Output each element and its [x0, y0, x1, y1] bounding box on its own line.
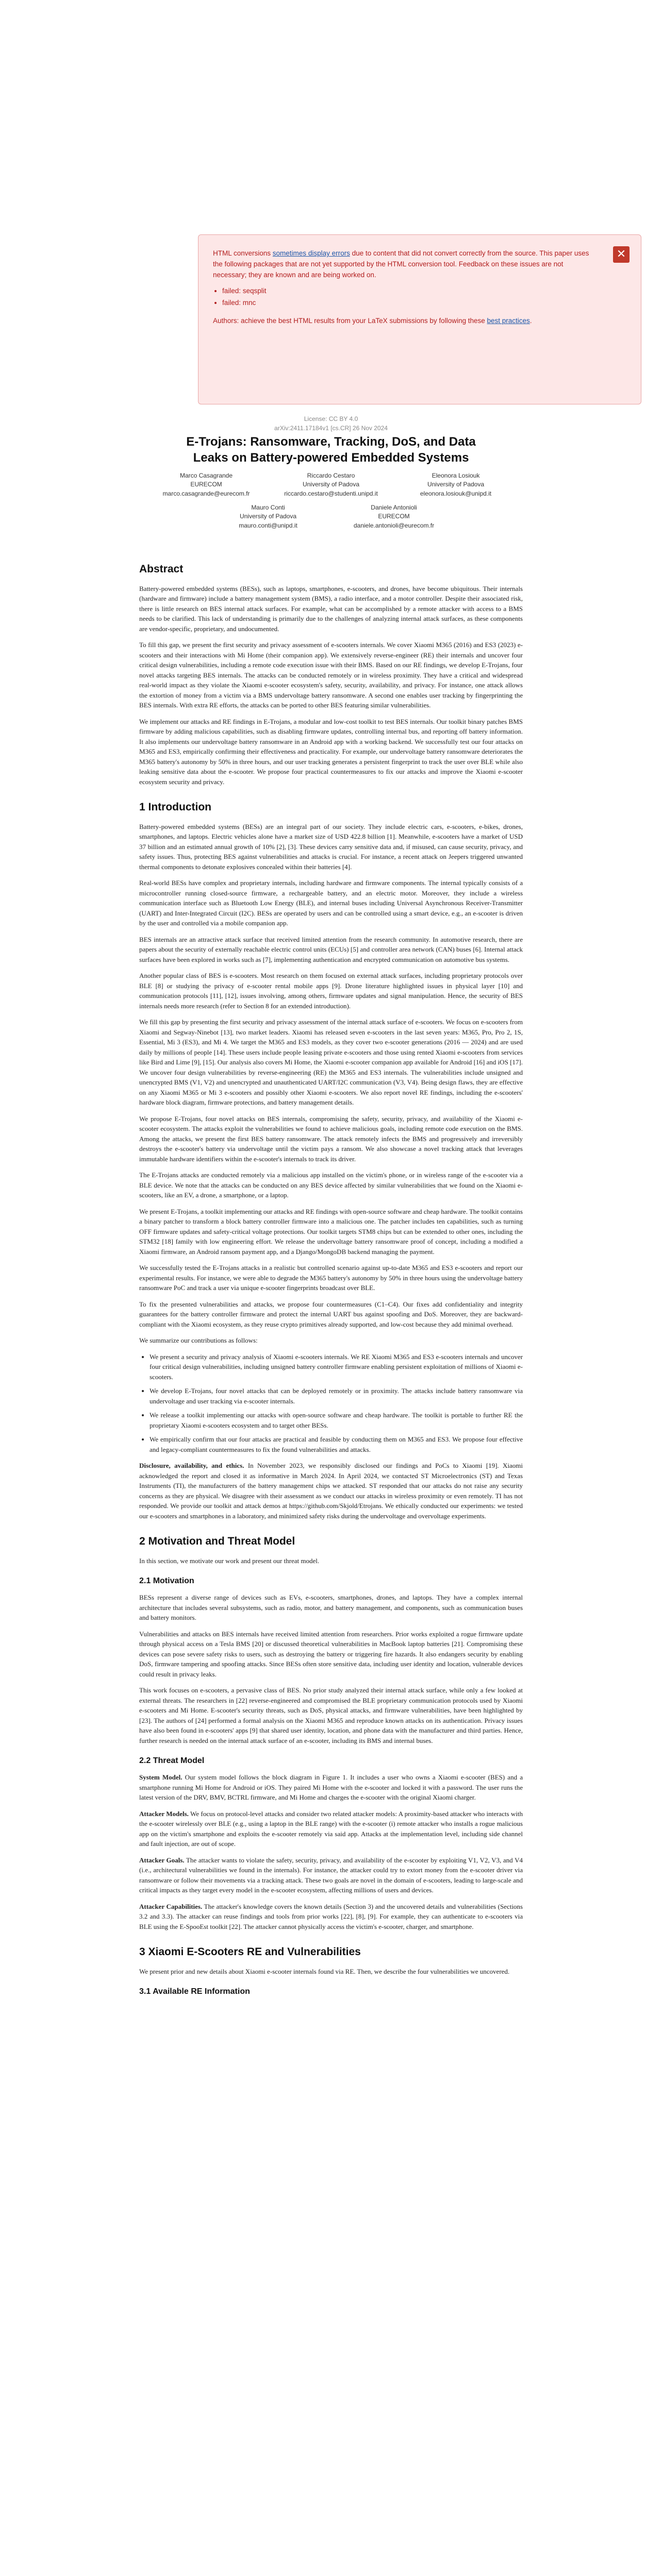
best-practices-link[interactable]: best practices — [487, 316, 530, 325]
disclosure-paragraph: Disclosure, availability, and ethics. In November 2023, we responsibly disclosed our findings and PoCs to Xiaomi [19]. Xiaomi acknowledged the report and closed it as informative in March 2024. In April 2024, we contacted ST Microelectronics (ST) and Texas Instruments (TI), the manufacturers of the battery management chips we attacked. ST responded that our attacks do not raise any security concerns as they are physical. We disagree with their assessment as we conduct our attacks in wireless proximity or even remotely. TI has not responded. We provide our toolkit and attack demos at https://github.com/Skjold/Etrojans. We ethically conducted our experiments: we tested our e-scooters and smartphones in a laboratory, and minimized safety risks during the undervoltage and overvoltage experiments. — [139, 1462, 523, 1520]
notice-text: HTML conversions sometimes display errors due to content that did not convert correctly from the source. This paper uses the following packages that are not yet supported by the HTML conversion tool. Feedback on these issues are not necessary; they are known and are being worked on. — [213, 249, 589, 279]
subsection-heading-available-re: 3.1 Available RE Information — [139, 1987, 250, 1996]
section-heading-xiaomi-re: 3 Xiaomi E-Scooters RE and Vulnerabilities — [139, 1946, 361, 1958]
paper-title: E-Trojans: Ransomware, Tracking, DoS, and Data Leaks on Battery-powered Embedded Systems — [186, 435, 476, 465]
intro-paragraph: Battery-powered embedded systems (BESs) are an integral part of our society. They include electric cars, e-scooters, e-bikes, drones, smartphones, and laptops. Electric vehicles alone have a market size of USD 422.8 billion [1]. Meanwhile, e-scooters have a market of USD 37 billion and an estimated annual growth of 10% [2], [3]. These devices carry sensitive data and, if misused, can cause security, privacy, and safety issues. Thus, protecting BES against vulnerabilities and attacks is crucial. For instance, a recent attack on Jeepers triggered unwanted thermal components to detonate explosives concealed within their batteries [4]. — [139, 822, 523, 871]
paper-body — [139, 549, 523, 2003]
unsupported-packages-list — [222, 286, 594, 309]
section-intro: We present prior and new details about Xiaomi e-scooter internals found via RE. Then, we describe the four vulnerabilities we uncovered. — [139, 1967, 510, 1975]
display-errors-link[interactable]: sometimes display errors — [272, 249, 350, 257]
abstract-paragraph: Battery-powered embedded systems (BESs), such as laptops, smartphones, e-scooters, and drones, have become ubiquitous. Their internals (hardware and firmware) include a battery management system (BMS), a radio interface, and a motor controller. Despite their associated risk, there is little research on BES internal attack surfaces. For example, what can be accomplished by a remote attacker with access to a BMS needs to be clarified. This lack of understanding is primarily due to the challenges of analyzing internal attack surfaces, as these components are vendor-specific, proprietary, and undocumented. — [139, 584, 523, 633]
section-heading-motivation: 2 Motivation and Threat Model — [139, 1535, 295, 1547]
intro-paragraph: We successfully tested the E-Trojans attacks in a realistic but controlled scenario against up-to-date M365 and ES3 e-scooters and report our experimental results. For instance, we were able to degrade the M365 battery's autonomy by 50% in three hours using the undervoltage battery ransomware PoC and track a user via unique e-scooter fingerprints broadcast over BLE. — [139, 1264, 523, 1292]
intro-paragraph: Real-world BESs have complex and proprietary internals, including hardware and firmware components. The internal typically consists of a microcontroller running closed-source firmware, a rechargeable battery, and an electric motor. Moreover, they include a wireless communication interface such as Bluetooth Low Energy (BLE), and internal buses including Universal Asynchronous Receiver-Transmitter (UART) and Inter-Integrated Circuit (I2C). BESs are operated by users and can be controlled using a smart device, e.g., an e-scooter is driven by the user and controlled via a mobile companion app. — [139, 879, 523, 927]
intro-paragraph: We propose E-Trojans, four novel attacks on BES internals, compromising the safety, security, privacy, and availability of the Xiaomi e-scooter ecosystem. The attacks exploit the vulnerabilities we found to achieve malicious goals, including remote code execution on the BMS. Among the attacks, we present the first BES battery ransomware. The attack remotely infects the BMS and progressively and irreversibly destroys the e-scooter's battery via undervoltage until the victim pays a ransom. We also showcase a novel tracking attack that leverages immutable hardware identifiers within the e-scooter's internals to track its driver. — [139, 1114, 523, 1163]
intro-paragraph: The E-Trojans attacks are conducted remotely via a malicious app installed on the victim's phone, or in wireless range of the e-scooter via a BLE device. We note that the attacks can be conducted on any BES device affected by similar vulnerabilities that we found on the Xiaomi e-scooters, like an EV, a drone, a smartphone, or a laptop. — [139, 1171, 523, 1199]
author-casagrande: Marco Casagrande EURECOM marco.casagrande@eurecom.fr — [162, 472, 250, 497]
contributions-list — [150, 1352, 523, 1455]
threat-paragraph: Attacker Models. We focus on protocol-level attacks and consider two related attacker models: A proximity-based attacker who interacts with the e-scooter wirelessly over BLE (e.g., using a laptop in the BLE range) with the e-scooter (i) remote attacker who installs a rogue malicious app on the victim's smartphone and exploits the e-scooter remotely via said app. Attacks at the implementation level, including side channel and fault injection, are out of scope. — [139, 1809, 523, 1848]
contribution-item: • We release a toolkit implementing our attacks with open-source software and cheap hardware. The toolkit is portable to further RE the proprietary Xiaomi e-scooters ecosystem and to target other BESs. — [150, 1410, 523, 1430]
author-losiouk: Eleonora Losiouk University of Padova eleonora.losiouk@unipd.it — [420, 472, 492, 497]
author-antonioli: Daniele Antonioli EURECOM daniele.antonioli@eurecom.fr — [353, 504, 435, 529]
section-intro: In this section, we motivate our work and present our threat model. — [139, 1556, 320, 1565]
package-item: • failed: seqsplit — [222, 286, 594, 297]
license-text: License: CC BY 4.0 — [304, 415, 358, 422]
section-heading-introduction: 1 Introduction — [139, 801, 211, 813]
intro-paragraph: BES internals are an attractive attack surface that received limited attention from the research community. In automotive research, there are papers about the security of externally reachable electric control units (ECUs) [5] and controller area network (CAN) buses [6]. Internal attack surfaces have been explored in works such as [7], implementing authentication and encrypted communication on automotive bus systems. — [139, 935, 523, 963]
package-item: • failed: mnc — [222, 298, 594, 309]
threat-paragraph: System Model. Our system model follows the block diagram in Figure 1. It includes a user who owns a Xiaomi e-scooter (BES) and a smartphone running Mi Home for Android or iOS. They paired Mi Home with the e-scooter and locked it with a password. The user runs the latest version of the DRV, BMV, BCTRL firmware, and Mi Home and charges the e-scooter with the original Xiaomi charger. — [139, 1773, 523, 1801]
abstract-heading: Abstract — [139, 563, 184, 575]
intro-paragraph: We fill this gap by presenting the first security and privacy assessment of the internal attack surface of e-scooters. We focus on e-scooters from Xiaomi and Segway-Ninebot [13], two market leaders. Xiaomi has released seven e-scooters in the last seven years: M365, Pro, Pro 2, 1S, Essential, Mi 3 (ES3), and Mi 4. We target the M365 and ES3 models, as they cover two e-scooter generations (2016 — 2024) and are used daily by millions of people [14]. These users include people leasing private e-scooters and those using rented Xiaomi e-scooters from services like Bird and Lime [9], [15]. Our analysis also covers Mi Home, the Xiaomi e-scooter companion app available for Android [16] and iOS [17]. We uncover four design vulnerabilities by reverse-engineering (RE) the M365 and ES3 internals. The vulnerabilities include unsigned and unencrypted BMS (V1, V2) and unencrypted and unauthenticated UART/I2C communication (V3, V4). Being design flaws, they are effective on any Xiaomi M365 or Mi 3 e-scooters and possibly other Xiaomi e-scooters. We also report novel RE findings, including the e-scooters' hardware block diagram, firmware protections, and battery management details. — [139, 1018, 523, 1106]
html-conversion-notice — [198, 234, 641, 404]
notice-authors-text: Authors: achieve the best HTML results from your LaTeX submissions by following these best practices. — [213, 316, 532, 325]
contribution-item: • We develop E-Trojans, four novel attacks that can be deployed remotely or in proximity. The attacks include battery ransomware via undervoltage and user tracking via e-scooter internals. — [150, 1386, 523, 1406]
abstract-paragraph: We implement our attacks and RE findings in E-Trojans, a modular and low-cost toolkit to test BES internals. Our toolkit binary patches BMS firmware by adding malicious capabilities, such as disabling firmware updates, controlling internal bus, and reporting off battery information. It also implements our undervoltage battery ransomware in an Android app with a working backend. We successfully test our four attacks on M365 and ES3, empirically confirming their effectiveness and practicality. For example, our undervoltage battery ransomware deteriorates the M365 battery's autonomy by 50% in three hours, and our user tracking generates a persistent fingerprint to track the user over BLE while also leaking sensitive data about the e-scooter. We propose four practical countermeasures to fix our attacks and improve the Xiaomi e-scooter ecosystem security and privacy. — [139, 717, 523, 786]
subsection-heading-threat-model: 2.2 Threat Model — [139, 1756, 205, 1765]
author-block — [139, 471, 523, 538]
motivation-paragraph: BESs represent a diverse range of devices such as EVs, e-scooters, smartphones, drones, and laptops. They have a complex internal architecture that includes several subsystems, such as radio, motor, and battery management, and components, such as communication buses and battery monitors. — [139, 1594, 523, 1621]
subsection-heading-motivation: 2.1 Motivation — [139, 1577, 194, 1585]
intro-paragraph: We summarize our contributions as follows: — [139, 1336, 258, 1344]
threat-paragraph: Attacker Goals. The attacker wants to violate the safety, security, privacy, and availability of the e-scooter by exploiting V1, V2, V3, and V4 (i.e., architectural vulnerabilities we found in the internals). For instance, the attacker could try to extort money from the e-scooter driver via ransomware or follow their movements via a tracking attack. These two goals are novel in the domain of e-scooters, leading to large-scale and critical impacts as they target every model in the e-scooter ecosystem, affecting millions of users and devices. — [139, 1856, 523, 1894]
motivation-paragraph: Vulnerabilities and attacks on BES internals have received limited attention from researchers. Prior works exploited a rogue firmware update through physical access on a Tesla BMS [20] or discussed theoretical vulnerabilities in MacBook laptop batteries [21]. Compromising these devices can pose severe safety risks to users, such as destroying the battery or triggering fire hazards. It also endangers security by enabling DoS, firmware tampering and spoofing attacks. Since BESs often store sensitive data, including user identity and location, vulnerable devices could result in privacy leaks. — [139, 1630, 523, 1678]
contribution-item: • We empirically confirm that our four attacks are practical and feasible by conducting them on M365 and ES3. We propose four effective and legacy-compliant countermeasures to fix the found vulnerabilities and attacks. — [150, 1434, 523, 1454]
motivation-paragraph: This work focuses on e-scooters, a pervasive class of BES. No prior study analyzed their internal attack surface, while only a few looked at external threats. The researchers in [22] reverse-engineered and compromised the BLE proprietary communication protocols used by Xiaomi e-scooters and Mi Home. E-scooter's security threats, such as DoS, physical attacks, and firmware vulnerabilities, have been highlighted by [23]. The authors of [24] performed a formal analysis on the Xiaomi M365 and reproduce known attacks on its authentication. Privacy issues have also been found in e-scooters' apps [9] that shared user identity, location, and phone data with the manufacturer and third parties. Hence, further research is needed on the internal attack surface of an e-scooter, including its BMS and internal buses. — [139, 1686, 523, 1744]
intro-paragraph: We present E-Trojans, a toolkit implementing our attacks and RE findings with open-source software and cheap hardware. The toolkit contains a binary patcher to transform a block battery controller firmware into a malicious one. The patcher includes ten capabilities, such as turning OFF firmware updates and safety-critical voltage protections. Our toolkit targets STM8 chips but can be extended to other ones, including the STM32 [18] family with low engineering effort. We release the undervoltage battery ransomware proof of concept, including a modified a Xiaomi firmware, an Android ransom payment app, and a Django/MongoDB backend managing the payment. — [139, 1207, 523, 1256]
close-icon[interactable]: ✕ — [613, 246, 630, 263]
contribution-item: • We present a security and privacy analysis of Xiaomi e-scooters internals. We RE Xiaomi M365 and ES3 e-scooters internals and uncover four critical design vulnerabilities, including unsigned battery controller firmware enabling persistent exploitation of millions of Xiaomi e-scooters. — [150, 1352, 523, 1382]
abstract-paragraph: To fill this gap, we present the first security and privacy assessment of e-scooters internals. We cover Xiaomi M365 (2016) and ES3 (2023) e-scooters and their interactions with Mi Home (their companion app). We extensively reverse-engineer (RE) their internals and uncover four critical design vulnerabilities, including a remote code execution issue with their BMS. Based on our RE findings, we develop E-Trojans, four novel attacks targeting BES internals. The attacks can be conducted remotely or in wireless proximity. They have a critical and widespread real-world impact as they violate the Xiaomi e-scooter ecosystem's safety, security, availability, and privacy. For instance, one attack allows the extortion of money from a victim via a BMS undervoltage battery ransomware. A second one enables user tracking by fingerprinting the BES internals. With extra RE efforts, the attacks can be ported to other BES featuring similar vulnerabilities. — [139, 641, 523, 709]
intro-paragraph: Another popular class of BES is e-scooters. Most research on them focused on external attack surfaces, including proprietary protocols over BLE [8] or studying the privacy of e-scooter rental mobile apps [9]. Drone literature highlighted issues in physical layer [10] and communication protocols [11], [12], issues involving, among others, firmware updates and signal manipulation. Hence, the security of BES internals needs more research (refer to Section 8 for an extended introduction). — [139, 972, 523, 1010]
threat-paragraph: Attacker Capabilities. The attacker's knowledge covers the known details (Section 3) and the uncovered details and vulnerabilities (Sections 3.2 and 3.3). The attacker can reuse findings and tools from prior works [22], [8], [9]. For example, they can authenticate to e-scooters via BLE using the E-SpooEst toolkit [22]. The attacker cannot physically access the victim's e-scooter, charger, and smartphone. — [139, 1902, 523, 1930]
arxiv-id: arXiv:2411.17184v1 [cs.CR] 26 Nov 2024 — [274, 425, 388, 432]
intro-paragraph: To fix the presented vulnerabilities and attacks, we propose four countermeasures (C1–C4). Our fixes add confidentiality and integrity guarantees for the battery controller firmware and protect the internal UART bus against spoofing and DoS. Moreover, they are backward-compliant with the Xiaomi ecosystem, as they reuse crypto primitives already supported, and low-cost because they add minimal overhead. — [139, 1300, 523, 1328]
author-cestaro: Riccardo Cestaro University of Padova riccardo.cestaro@studenti.unipd.it — [284, 472, 378, 497]
author-conti: Mauro Conti University of Padova mauro.conti@unipd.it — [239, 504, 297, 529]
